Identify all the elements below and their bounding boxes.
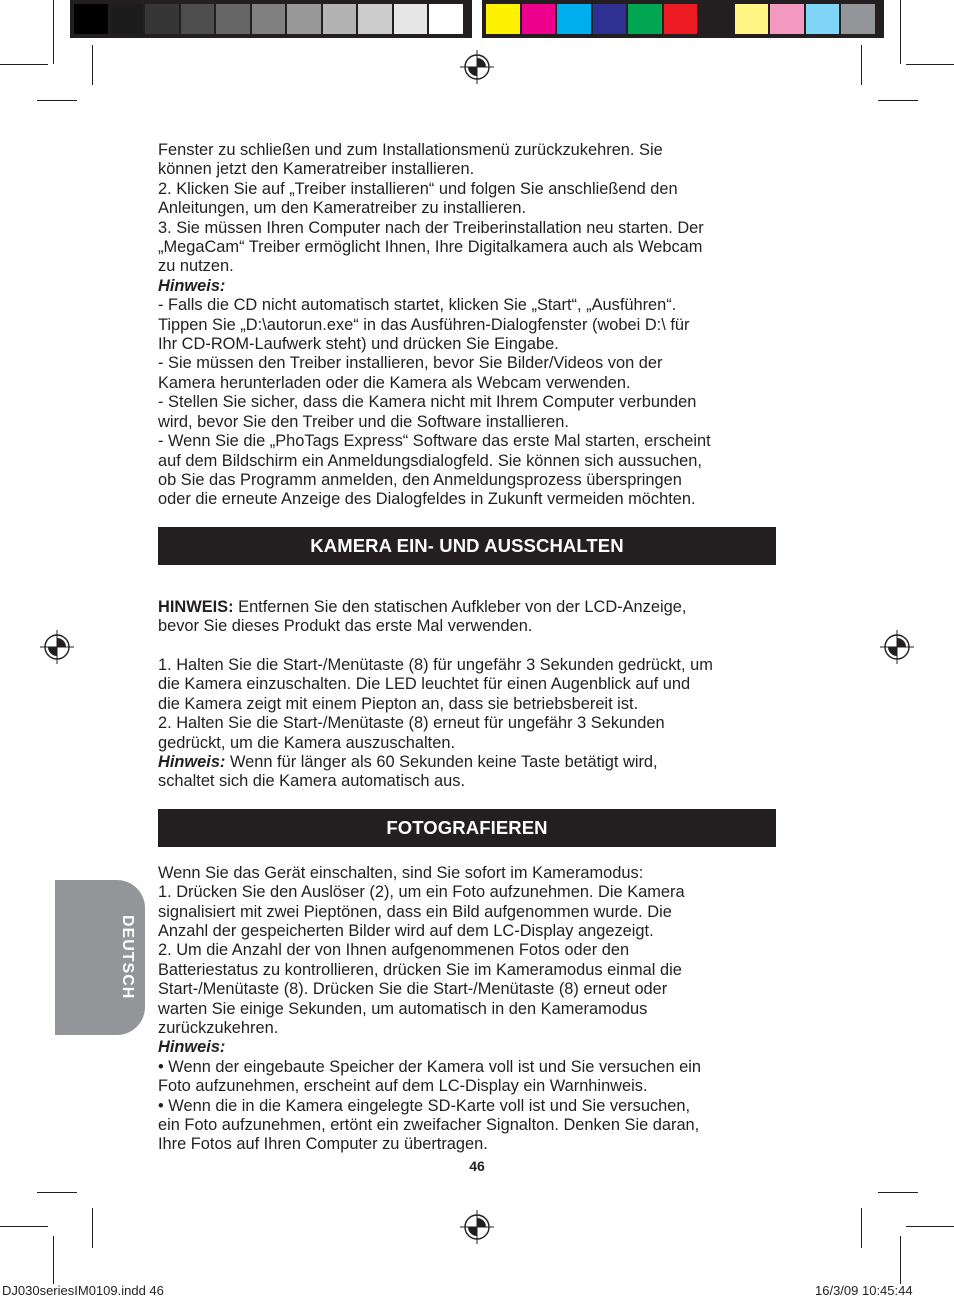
- instruction-line: 1. Drücken Sie den Auslöser (2), um ein Foto aufzunehmen. Die Kamera: [158, 883, 685, 902]
- color-swatch: [841, 4, 875, 34]
- color-swatch: [522, 4, 556, 34]
- instruction-line: die Kamera einzuschalten. Die LED leuchtet für einen Augenblick auf und: [158, 675, 691, 694]
- crop-mark: [906, 1226, 954, 1227]
- registration-mark-icon: [880, 630, 914, 664]
- color-swatch: [429, 4, 463, 34]
- section-heading-power: KAMERA EIN- UND AUSSCHALTEN: [158, 527, 776, 565]
- instruction-line: 2. Halten Sie die Start-/Menütaste (8) erneut für ungefähr 3 Sekunden: [158, 714, 665, 733]
- text-line: Fenster zu schließen und zum Installationsmenü zurückzukehren. Sie: [158, 141, 663, 159]
- crop-mark: [878, 100, 918, 101]
- text-line: 2. Klicken Sie auf „Treiber installieren“ und folgen Sie anschließend den: [158, 179, 678, 198]
- text-line: können jetzt den Kameratreiber installieren.: [158, 160, 475, 179]
- note-line: Ihre Fotos auf Ihren Computer zu übertragen.: [158, 1135, 488, 1154]
- photo-notes: [158, 1058, 776, 1155]
- note-line: auf dem Bildschirm ein Anmeldungsdialogfeld. Sie können sich aussuchen,: [158, 451, 702, 470]
- instruction-line: Wenn Sie das Gerät einschalten, sind Sie sofort im Kameramodus:: [158, 863, 644, 882]
- color-swatch: [358, 4, 392, 34]
- page-number: 46: [469, 1158, 485, 1174]
- footer-filename: DJ030seriesIM0109.indd 46: [2, 1283, 164, 1298]
- registration-mark-icon: [460, 50, 494, 84]
- instruction-line: Start-/Menütaste (8). Drücken Sie die Start-/Menütaste (8) erneut oder: [158, 980, 668, 999]
- crop-mark: [37, 100, 77, 101]
- color-swatch: [252, 4, 286, 34]
- note-line: Kamera herunterladen oder die Kamera als Webcam verwenden.: [158, 373, 631, 392]
- crop-mark: [878, 1192, 918, 1193]
- crop-mark: [92, 45, 93, 85]
- crop-mark: [0, 1226, 48, 1227]
- note-line: • Wenn die in die Kamera eingelegte SD-Karte voll ist und Sie versuchen,: [158, 1096, 691, 1115]
- instruction-line: 1. Halten Sie die Start-/Menütaste (8) für ungefähr 3 Sekunden gedrückt, um: [158, 655, 713, 674]
- power-hinweis-line: HINWEIS: Entfernen Sie den statischen Aufkleber von der LCD-Anzeige,: [158, 597, 687, 616]
- text-line: „MegaCam“ Treiber ermöglicht Ihnen, Ihre Digitalkamera auch als Webcam: [158, 238, 703, 257]
- color-swatch: [806, 4, 840, 34]
- color-swatch: [770, 4, 804, 34]
- note-line: Ihr CD-ROM-Laufwerk steht) und drücken Sie Eingabe.: [158, 335, 559, 354]
- note-line: - Wenn Sie die „PhoTags Express“ Software das erste Mal starten, erscheint: [158, 432, 711, 451]
- text-line: zu nutzen.: [158, 257, 234, 276]
- note-line: ein Foto aufzunehmen, ertönt ein zweifacher Signalton. Denken Sie daran,: [158, 1116, 700, 1135]
- color-swatch: [557, 4, 591, 34]
- text-line: 3. Sie müssen Ihren Computer nach der Treiberinstallation neu starten. Der: [158, 218, 704, 237]
- registration-mark-icon: [40, 630, 74, 664]
- crop-mark: [861, 1208, 862, 1248]
- notes-paragraph: [158, 296, 776, 509]
- crop-mark: [0, 64, 48, 65]
- crop-mark: [900, 1236, 901, 1284]
- intro-paragraph: [158, 141, 776, 277]
- instruction-line: gedrückt, um die Kamera auszuschalten.: [158, 733, 456, 752]
- crop-mark: [37, 1192, 77, 1193]
- language-label: DEUTSCH: [119, 915, 136, 1000]
- color-swatch: [323, 4, 357, 34]
- color-swatch: [287, 4, 321, 34]
- power-instructions: [158, 656, 776, 753]
- instruction-line: warten Sie einige Sekunden, um automatisch in den Kameramodus: [158, 999, 648, 1018]
- note-line: oder die erneute Anzeige des Dialogfeldes in Zukunft vermeiden möchten.: [158, 490, 696, 509]
- instruction-line: die Kamera zeigt mit einem Piepton an, dass sie betriebsbereit ist.: [158, 694, 639, 713]
- instruction-line: zurückzukehren.: [158, 1019, 279, 1038]
- note-line: • Wenn der eingebaute Speicher der Kamera voll ist und Sie versuchen ein: [158, 1057, 702, 1076]
- note-line: wird, bevor Sie den Treiber und die Software installieren.: [158, 412, 569, 431]
- color-swatch: [145, 4, 179, 34]
- color-swatch: [593, 4, 627, 34]
- instruction-line: Anzahl der gespeicherten Bilder wird auf dem LC-Display angezeigt.: [158, 921, 654, 940]
- color-swatch: [486, 4, 520, 34]
- note-line: - Sie müssen den Treiber installieren, bevor Sie Bilder/Videos von der: [158, 354, 663, 373]
- note-line: - Stellen Sie sicher, dass die Kamera nicht mit Ihrem Computer verbunden: [158, 393, 697, 412]
- instruction-line: signalisiert mit zwei Pieptönen, dass ein Bild aufgenommen wurde. Die: [158, 902, 672, 921]
- color-swatch: [110, 4, 144, 34]
- footer-timestamp: 16/3/09 10:45:44: [815, 1283, 913, 1298]
- crop-mark: [906, 64, 954, 65]
- note-line: Tippen Sie „D:\autorun.exe“ in das Ausführen-Dialogfenster (wobei D:\ für: [158, 315, 690, 334]
- instruction-line: 2. Um die Anzahl der von Ihnen aufgenommenen Fotos oder den: [158, 941, 630, 960]
- crop-mark: [53, 0, 54, 64]
- power-note-line: Hinweis: Wenn für länger als 60 Sekunden keine Taste betätigt wird,: [158, 752, 658, 771]
- color-swatch: [735, 4, 769, 34]
- grayscale-bar: [70, 0, 472, 38]
- color-swatch: [394, 4, 428, 34]
- page-content: [158, 141, 776, 1155]
- instruction-line: Batteriestatus zu kontrollieren, drücken Sie im Kameramodus einmal die: [158, 960, 682, 979]
- crop-mark: [900, 0, 901, 64]
- hinweis-label: Hinweis:: [158, 276, 226, 295]
- color-bar: [482, 0, 884, 38]
- crop-mark: [92, 1208, 93, 1248]
- color-swatch: [181, 4, 215, 34]
- note-line: Foto aufzunehmen, erscheint auf dem LC-Display ein Warnhinweis.: [158, 1077, 648, 1096]
- photo-instructions: [158, 864, 776, 1039]
- text-line: Anleitungen, um den Kameratreiber zu installieren.: [158, 199, 527, 218]
- photo-hinweis-label: Hinweis:: [158, 1038, 226, 1057]
- color-swatch: [699, 4, 733, 34]
- registration-mark-icon: [460, 1210, 494, 1244]
- color-swatch: [74, 4, 108, 34]
- crop-mark: [53, 1236, 54, 1284]
- language-side-tab: [55, 880, 145, 1035]
- color-swatch: [216, 4, 250, 34]
- note-line: - Falls die CD nicht automatisch startet, klicken Sie „Start“, „Ausführen“.: [158, 296, 677, 315]
- note-line: ob Sie das Programm anmelden, den Anmeldungsprozess überspringen: [158, 470, 682, 489]
- crop-mark: [861, 45, 862, 85]
- color-swatch: [628, 4, 662, 34]
- power-note-line: schaltet sich die Kamera automatisch aus.: [158, 772, 466, 791]
- color-swatch: [664, 4, 698, 34]
- section-heading-photo: FOTOGRAFIEREN: [158, 809, 776, 847]
- power-hinweis-line: bevor Sie dieses Produkt das erste Mal verwenden.: [158, 617, 533, 636]
